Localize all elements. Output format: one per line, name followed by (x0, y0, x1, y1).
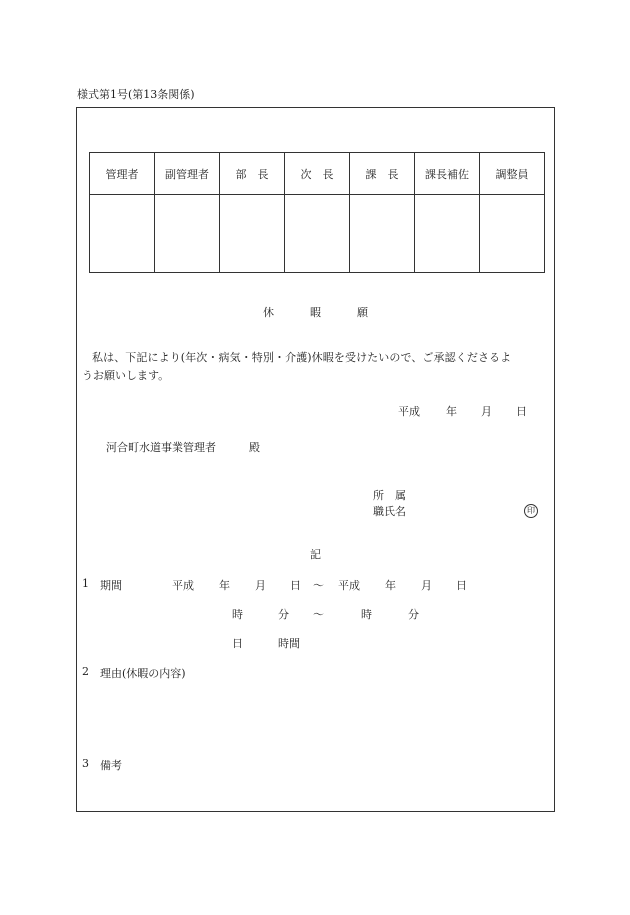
title-char: 願 (357, 306, 368, 319)
title-char: 休 (263, 306, 274, 319)
request-text: 私は、下記により(年次・病気・特別・介護)休暇を受けたいので、ご承認くださるよ (92, 351, 512, 364)
approval-header: 調整員 (480, 153, 545, 195)
item1-from-year: 年 (219, 579, 230, 592)
item1-to-era: 平成 (338, 579, 360, 592)
item1-from-month: 月 (255, 579, 266, 592)
request-text: うお願いします。 (82, 369, 170, 382)
stamp-cell (350, 195, 415, 273)
approval-header: 管理者 (90, 153, 155, 195)
item3-label: 備考 (100, 759, 122, 772)
applicant-name-label: 職氏名 (373, 505, 406, 518)
stamp-cell (220, 195, 285, 273)
item3-number: 3 (82, 757, 89, 770)
item1-time-to-hour: 時 (361, 608, 372, 621)
item1-total-hours: 時間 (278, 637, 300, 650)
title-char: 暇 (310, 306, 321, 319)
stamp-cell (90, 195, 155, 273)
date-era: 平成 (398, 405, 420, 418)
item1-time-from-hour: 時 (232, 608, 243, 621)
seal-icon: 印 (524, 504, 538, 518)
addressee-honorific: 殿 (249, 441, 260, 454)
stamp-cell (480, 195, 545, 273)
item1-total-days: 日 (232, 637, 243, 650)
approval-stamp-table (89, 152, 545, 273)
item1-label: 期間 (100, 579, 122, 592)
stamp-cell (155, 195, 220, 273)
item1-from-day: 日 (290, 579, 301, 592)
item2-label: 理由(休暇の内容) (100, 667, 186, 680)
date-day: 日 (516, 405, 527, 418)
item1-time-tilde: 〜 (313, 608, 324, 621)
item1-time-to-minute: 分 (408, 608, 419, 621)
approval-header: 課長補佐 (415, 153, 480, 195)
item1-to-month: 月 (421, 579, 432, 592)
approval-header: 次 長 (285, 153, 350, 195)
date-year: 年 (446, 405, 457, 418)
date-month: 月 (481, 405, 492, 418)
seal-mark (524, 503, 538, 518)
form-reference: 様式第1号(第13条関係) (77, 88, 195, 101)
approval-header: 副管理者 (155, 153, 220, 195)
approval-header: 部 長 (220, 153, 285, 195)
approval-header-row (90, 153, 545, 195)
item2-number: 2 (82, 665, 89, 678)
item1-to-day: 日 (456, 579, 467, 592)
addressee-name: 河合町水道事業管理者 (106, 441, 216, 454)
applicant-dept-label: 所 属 (373, 489, 406, 502)
item1-range-tilde: 〜 (313, 579, 324, 592)
item1-number: 1 (82, 577, 89, 590)
item1-from-era: 平成 (172, 579, 194, 592)
stamp-cell (285, 195, 350, 273)
stamp-cell (415, 195, 480, 273)
ki-heading: 記 (310, 548, 321, 561)
approval-stamp-row (90, 195, 545, 273)
item1-to-year: 年 (385, 579, 396, 592)
item1-time-from-minute: 分 (278, 608, 289, 621)
approval-header: 課 長 (350, 153, 415, 195)
